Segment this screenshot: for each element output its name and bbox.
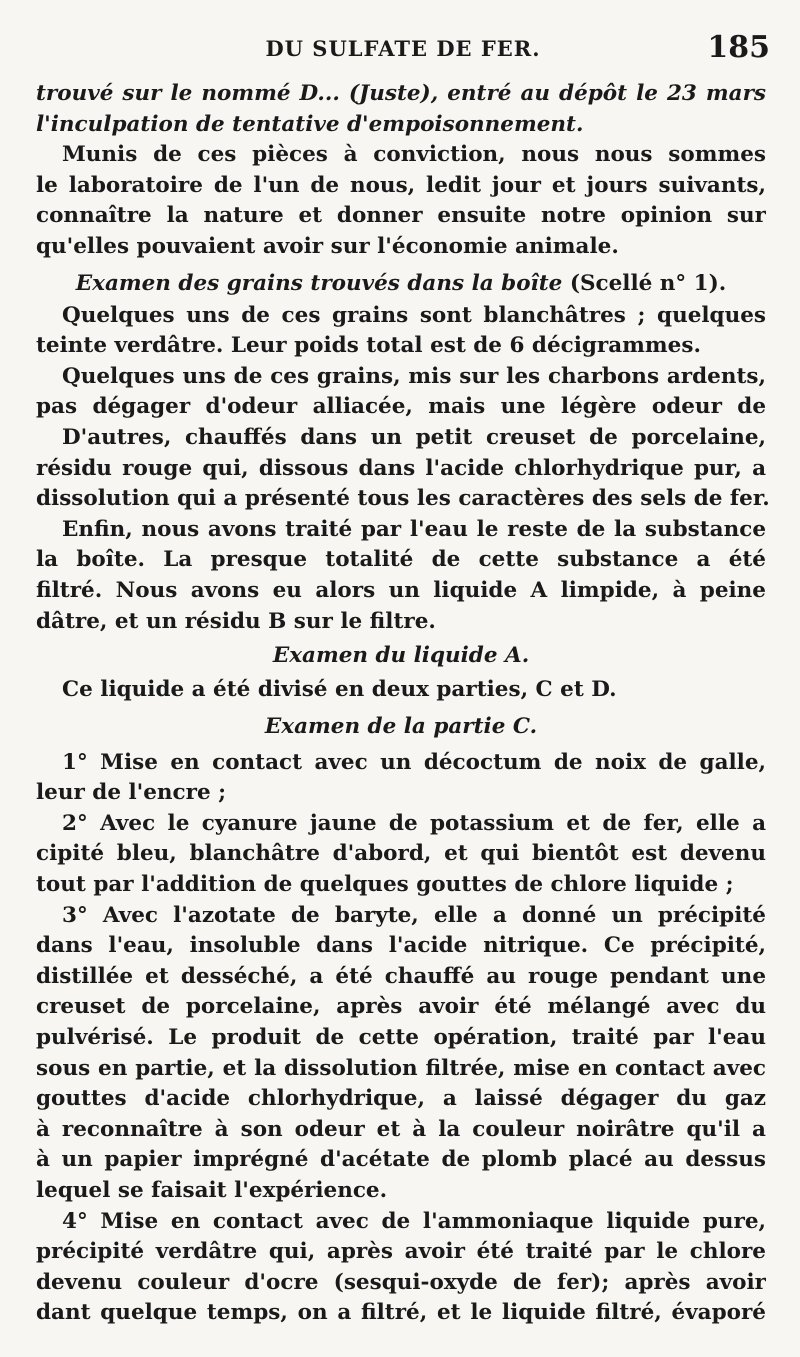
text-line: dâtre, et un résidu B sur le filtre. xyxy=(36,608,436,634)
section-heading-italic: Examen des grains trouvés dans la boîte xyxy=(75,270,563,296)
text-line: creuset de porcelaine, après avoir été mélangé avec du xyxy=(36,994,766,1020)
text-line: Enfin, nous avons traité par l'eau le reste de la substance xyxy=(62,516,766,542)
text-line: précipité verdâtre qui, après avoir été traité par le chlore xyxy=(36,1239,766,1265)
section-heading: Examen du liquide A. xyxy=(272,643,530,669)
text-line: lequel se faisait l'expérience. xyxy=(36,1178,388,1203)
text-line: leur de l'encre ; xyxy=(36,780,227,806)
text-line: teinte verdâtre. Leur poids total est de 6 décigrammes. xyxy=(36,333,701,359)
text-line: tout par l'addition de quelques gouttes de chlore liquide ; xyxy=(36,872,734,898)
text-line: dans l'eau, insoluble dans l'acide nitrique. Ce précipité, xyxy=(36,933,766,959)
text-line: à un papier imprégné d'acétate de plomb placé au dessus xyxy=(36,1147,766,1173)
text-line: 1° Mise en contact avec un décoctum de noix de galle, xyxy=(62,749,766,775)
text-line: filtré. Nous avons eu alors un liquide A limpide, à peine xyxy=(36,577,766,603)
text-line: 3° Avec l'azotate de baryte, elle a donné un précipité xyxy=(62,902,766,928)
section-heading-seal: (Scellé n° 1). xyxy=(569,270,727,296)
text-line: dissolution qui a présenté tous les caractères des sels de fer. xyxy=(36,486,770,512)
text-line: 4° Mise en contact avec de l'ammoniaque liquide pure, xyxy=(62,1208,766,1234)
text-line: Munis de ces pièces à conviction, nous nous sommes xyxy=(62,142,766,168)
page-number: 185 xyxy=(707,30,770,65)
text-line: Quelques uns de ces grains, mis sur les charbons ardents, xyxy=(62,363,766,389)
body-text xyxy=(36,79,770,1329)
text-line: la boîte. La presque totalité de cette substance a été xyxy=(36,547,766,573)
text-line: Ce liquide a été divisé en deux parties, C et D. xyxy=(62,677,617,703)
text-line: trouvé sur le nommé D... (Juste), entré au dépôt le 23 mars xyxy=(36,81,766,106)
text-line: l'inculpation de tentative d'empoisonnement. xyxy=(36,111,584,137)
text-line: résidu rouge qui, dissous dans l'acide chlorhydrique pur, a xyxy=(36,455,766,481)
section-heading xyxy=(36,263,766,301)
page-header xyxy=(36,30,770,70)
text-line: le laboratoire de l'un de nous, ledit jour et jours suivants, xyxy=(36,172,766,198)
text-line: Quelques uns de ces grains sont blanchâtres ; quelques xyxy=(62,302,766,328)
text-line: devenu couleur d'ocre (sesqui-oxyde de fer); après avoir xyxy=(36,1269,766,1295)
running-title: DU SULFATE DE FER. xyxy=(265,36,541,61)
text-line: qu'elles pouvaient avoir sur l'économie animale. xyxy=(36,233,619,259)
text-line: pas dégager d'odeur alliacée, mais une légère odeur de xyxy=(36,394,766,420)
text-line: gouttes d'acide chlorhydrique, a laissé dégager du gaz xyxy=(36,1086,766,1112)
text-line: pulvérisé. Le produit de cette opération, traité par l'eau xyxy=(36,1025,766,1051)
section-heading: Examen de la partie C. xyxy=(264,713,538,739)
text-line: dant quelque temps, on a filtré, et le liquide filtré, évaporé xyxy=(36,1300,766,1326)
text-line: cipité bleu, blanchâtre d'abord, et qui bientôt est devenu xyxy=(36,841,766,867)
text-line: à reconnaître à son odeur et à la couleur noirâtre qu'il a xyxy=(36,1116,766,1142)
text-line: D'autres, chauffés dans un petit creuset de porcelaine, xyxy=(62,424,766,450)
text-line: connaître la nature et donner ensuite notre opinion sur xyxy=(36,203,766,229)
text-line: 2° Avec le cyanure jaune de potassium et de fer, elle a xyxy=(62,810,766,836)
text-line: distillée et desséché, a été chauffé au rouge pendant une xyxy=(36,963,766,989)
text-line: sous en partie, et la dissolution filtrée, mise en contact avec xyxy=(36,1055,766,1081)
